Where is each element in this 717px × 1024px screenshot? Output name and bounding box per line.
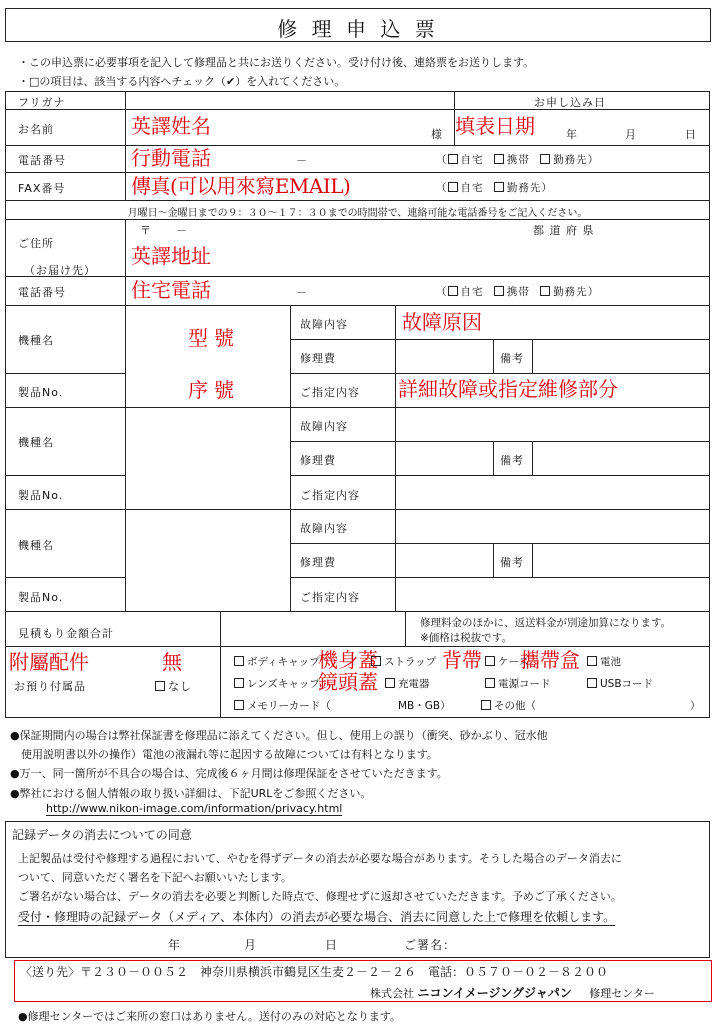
day-label: 日	[685, 128, 697, 141]
phone2-options[interactable]: （ 自宅 携帯 勤務先）	[436, 286, 600, 298]
accessories-label: お預り付属品	[14, 680, 86, 693]
checkbox[interactable]	[494, 182, 504, 192]
phone-options[interactable]: （ 自宅 携帯 勤務先）	[436, 154, 600, 166]
accessory-usb-cord[interactable]: USBコード	[587, 676, 653, 691]
serial-label: 製品No.	[18, 489, 64, 502]
hw-home-phone: 住宅電話	[131, 278, 211, 302]
intro-line: ・□の項目は、該当する内容へチェック（✔）を入れてください。	[18, 75, 346, 88]
checkbox[interactable]	[385, 678, 395, 688]
consent-line: ご署名がない場合は、データの消去を必要と判断した時点で、修理せずに返却させていただきます。予めご了承ください。	[18, 890, 622, 903]
consent-line: ついて、同意いただく署名を下記へお願いいたします。	[18, 871, 292, 884]
intro-line: ・この申込票に必要事項を記入して修理品と共にお送りください。受け付け後、連絡票をお送りします。	[18, 56, 535, 69]
shipping-address: 〈送り先〉〒２３０－００５２ 神奈川県横浜市鶴見区生麦２－２－２６ 電話：０５７０－０２－８２００	[20, 965, 609, 979]
other-close: ）	[690, 700, 701, 712]
accessory-lens-cap[interactable]: レンズキャップ	[234, 676, 320, 691]
designated-label: ご指定内容	[300, 489, 360, 502]
checkbox[interactable]	[485, 656, 495, 666]
postal-mark: 〒 －	[140, 224, 188, 237]
estimate-label: 見積もり金額合計	[18, 627, 114, 640]
page-title: 修 理 申 込 票	[277, 17, 439, 41]
serial-label: 製品No.	[18, 386, 64, 399]
hw-accessories: 附屬配件	[9, 650, 89, 674]
accessory-battery[interactable]: 電池	[587, 654, 621, 669]
hw-model: 型號	[188, 326, 240, 350]
signature-field[interactable]: ご署名：	[404, 938, 457, 952]
model-label: 機種名	[18, 539, 54, 552]
month-label: 月	[625, 128, 637, 141]
consent-month: 月	[244, 938, 258, 952]
repair-fee-label: 修理費	[300, 454, 336, 467]
checkbox[interactable]	[485, 678, 495, 688]
accessory-memory-card[interactable]: メモリーカード（	[234, 698, 331, 713]
model-label: 機種名	[18, 334, 54, 347]
consent-title: 記録データの消去についての同意	[12, 828, 192, 842]
phone2-label: 電話番号	[18, 286, 66, 299]
phone2-dash: －	[296, 286, 308, 299]
hw-address: 英譯地址	[131, 244, 211, 268]
accessory-case[interactable]: ケース	[485, 654, 529, 669]
sama-label: 様	[431, 128, 443, 141]
fault-label: 故障内容	[300, 318, 348, 331]
checkbox[interactable]	[494, 154, 504, 164]
checkbox[interactable]	[234, 656, 244, 666]
checkbox[interactable]	[448, 286, 458, 296]
hw-lens-cap: 鏡頭蓋	[318, 670, 378, 694]
note-line: 使用説明書以外の操作）電池の液漏れ等に起因する故障については有料となります。	[10, 748, 438, 761]
furigana-label: フリガナ	[18, 96, 66, 109]
hw-none: 無	[162, 650, 182, 674]
apply-date-label: お申し込み日	[534, 96, 606, 109]
checkbox[interactable]	[448, 154, 458, 164]
hw-date: 填表日期	[455, 114, 535, 138]
checkbox[interactable]	[481, 700, 491, 710]
repair-fee-label: 修理費	[300, 352, 336, 365]
model-label: 機種名	[18, 436, 54, 449]
none-option[interactable]: なし	[155, 678, 192, 694]
serial-label: 製品No.	[18, 591, 64, 604]
accessory-charger[interactable]: 充電器	[385, 676, 430, 691]
repair-fee-label: 修理費	[300, 556, 336, 569]
year-label: 年	[566, 128, 578, 141]
checkbox[interactable]	[587, 656, 597, 666]
name-label: お名前	[18, 123, 54, 136]
accessory-other[interactable]: その他（	[481, 698, 536, 713]
remarks-label: 備考	[500, 454, 524, 467]
checkbox[interactable]	[540, 154, 550, 164]
fax-label: FAX番号	[18, 182, 66, 195]
address-label: ご住所	[18, 237, 54, 250]
accessory-body-cap[interactable]: ボディキャップ	[234, 654, 320, 669]
note-line: ●保証期間内の場合は弊社保証書を修理品に添えてください。但し、使用上の誤り（衝突、砂かぶり、冠水他	[10, 729, 548, 742]
note-line: ●弊社における個人情報の取り扱い詳細は、下記URLをご参照ください。	[10, 787, 372, 800]
hw-strap: 背帶	[442, 648, 482, 672]
hw-fax: 傳真(可以用來寫EMAIL)	[131, 174, 351, 198]
designated-label: ご指定内容	[300, 591, 360, 604]
hw-case: 攜帶盒	[520, 648, 580, 672]
estimate-note: 修理料金のほかに、返送料金が別途加算になります。	[420, 617, 672, 629]
consent-day: 日	[325, 938, 339, 952]
consent-agreement: 受付・修理時の記録データ（メディア、本体内）の消去が必要な場合、消去に同意した上で修理を依頼します。	[18, 910, 616, 924]
checkbox[interactable]	[234, 700, 244, 710]
hw-mobile: 行動電話	[131, 146, 211, 170]
hw-fault: 故障原因	[402, 310, 482, 334]
checkbox[interactable]	[494, 286, 504, 296]
checkbox[interactable]	[587, 678, 597, 688]
address-sub-label: （お届け先）	[24, 264, 96, 277]
accessory-strap[interactable]: ストラップ	[371, 654, 436, 669]
hw-body-cap: 機身蓋	[318, 648, 378, 672]
remarks-label: 備考	[500, 352, 524, 365]
accessory-power-cord[interactable]: 電源コード	[485, 676, 551, 691]
shipping-company: 株式会社 ニコンイメージングジャパン 修理センター	[370, 986, 655, 1000]
remarks-label: 備考	[500, 556, 524, 569]
hw-designated: 詳細故障或指定維修部分	[398, 377, 618, 401]
consent-line: 上記製品は受付や修理する過程において、やむを得ずデータの消去が必要な場合があります。そうした場合のデータ消去に	[18, 852, 622, 865]
estimate-note: ※価格は税抜です。	[420, 632, 512, 644]
footer-note: ●修理センターではご来所の窓口はありません。送付のみの対応となります。	[18, 1010, 401, 1023]
fax-options[interactable]: （ 自宅 勤務先）	[436, 182, 553, 194]
note-line: ●万一、同一箇所が不具合の場合は、完成後６ヶ月間は修理保証をさせていただきます。	[10, 767, 448, 780]
hw-name: 英譯姓名	[131, 114, 211, 138]
designated-label: ご指定内容	[300, 386, 360, 399]
hw-serial: 序號	[188, 378, 240, 402]
prefecture-label: 都 道 府 県	[533, 224, 595, 237]
checkbox[interactable]	[234, 678, 244, 688]
checkbox[interactable]	[540, 286, 550, 296]
checkbox[interactable]	[155, 681, 165, 691]
privacy-link[interactable]: http://www.nikon-image.com/information/privacy.html	[46, 802, 343, 815]
phone-label: 電話番号	[18, 154, 66, 167]
fault-label: 故障内容	[300, 522, 348, 535]
fault-label: 故障内容	[300, 420, 348, 433]
hours-note: 月曜日～金曜日までの９：３０～１７：３０までの時間帯で、連絡可能な電話番号をご記入ください。	[127, 208, 588, 219]
consent-year: 年	[168, 938, 182, 952]
memory-card-unit: MB・GB）	[398, 700, 451, 712]
phone-dash: －	[296, 154, 308, 167]
checkbox[interactable]	[448, 182, 458, 192]
